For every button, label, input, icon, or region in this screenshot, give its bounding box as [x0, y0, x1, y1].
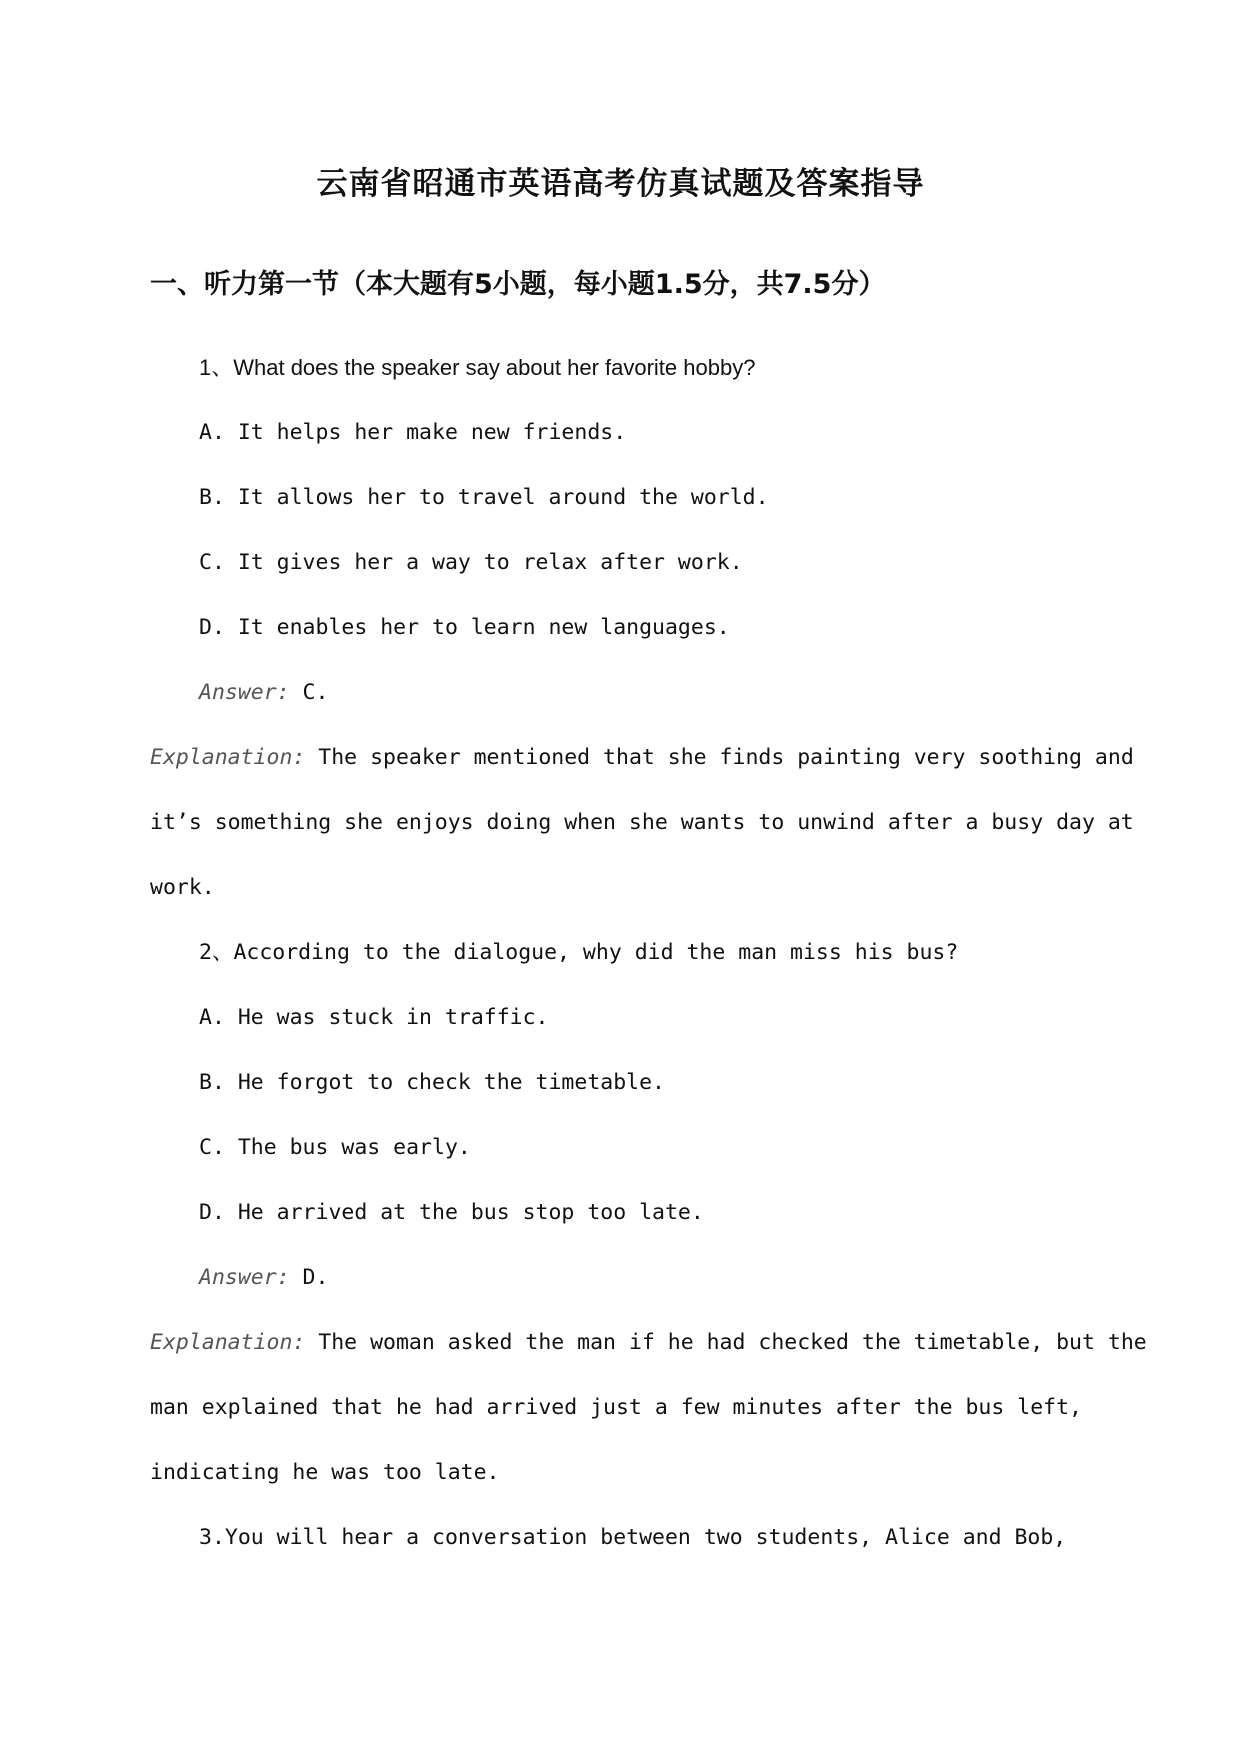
explanation-label: Explanation: [150, 745, 306, 770]
question-1-stem: 1、What does the speaker say about her favorite hobby? [199, 355, 756, 380]
explanation-label: Explanation: [150, 1330, 306, 1355]
answer-label: Answer: [199, 680, 290, 705]
document-title: 云南省昭通市英语高考仿真试题及答案指导 [316, 166, 925, 202]
answer-value: D. [289, 1265, 329, 1290]
question-1-option-d: D. It enables her to learn new languages. [199, 615, 730, 640]
question-1-option-b: B. It allows her to travel around the world. [199, 485, 769, 510]
explanation-text: The speaker mentioned that she finds painting very soothing and [305, 745, 1134, 770]
question-1-answer [199, 678, 328, 708]
question-3-stem: 3.You will hear a conversation between two students, Alice and Bob, [199, 1525, 1067, 1550]
question-1-explanation-line-1 [150, 743, 1134, 773]
explanation-text: The woman asked the man if he had checked the timetable, but the [305, 1330, 1147, 1355]
question-1-option-c: C. It gives her a way to relax after work. [199, 550, 743, 575]
answer-value: C. [289, 680, 329, 705]
question-2-answer [199, 1263, 328, 1293]
answer-label: Answer: [199, 1265, 290, 1290]
question-2-option-c: C. The bus was early. [199, 1135, 471, 1160]
question-2-explanation-line-1 [150, 1328, 1147, 1358]
question-2-explanation-line-3: indicating he was too late. [150, 1460, 500, 1485]
question-2-option-d: D. He arrived at the bus stop too late. [199, 1200, 704, 1225]
question-2-option-a: A. He was stuck in traffic. [199, 1005, 549, 1030]
section-heading: 一、听力第一节（本大题有5小题，每小题1.5分，共7.5分） [150, 269, 886, 300]
question-1-option-a: A. It helps her make new friends. [199, 420, 627, 445]
question-2-explanation-line-2: man explained that he had arrived just a few minutes after the bus left, [150, 1395, 1082, 1420]
question-2-stem: 2、According to the dialogue, why did the man miss his bus? [199, 940, 959, 965]
question-1-explanation-line-3: work. [150, 875, 215, 900]
question-1-explanation-line-2: it’s something she enjoys doing when she wants to unwind after a busy day at [150, 810, 1134, 835]
question-2-option-b: B. He forgot to check the timetable. [199, 1070, 665, 1095]
